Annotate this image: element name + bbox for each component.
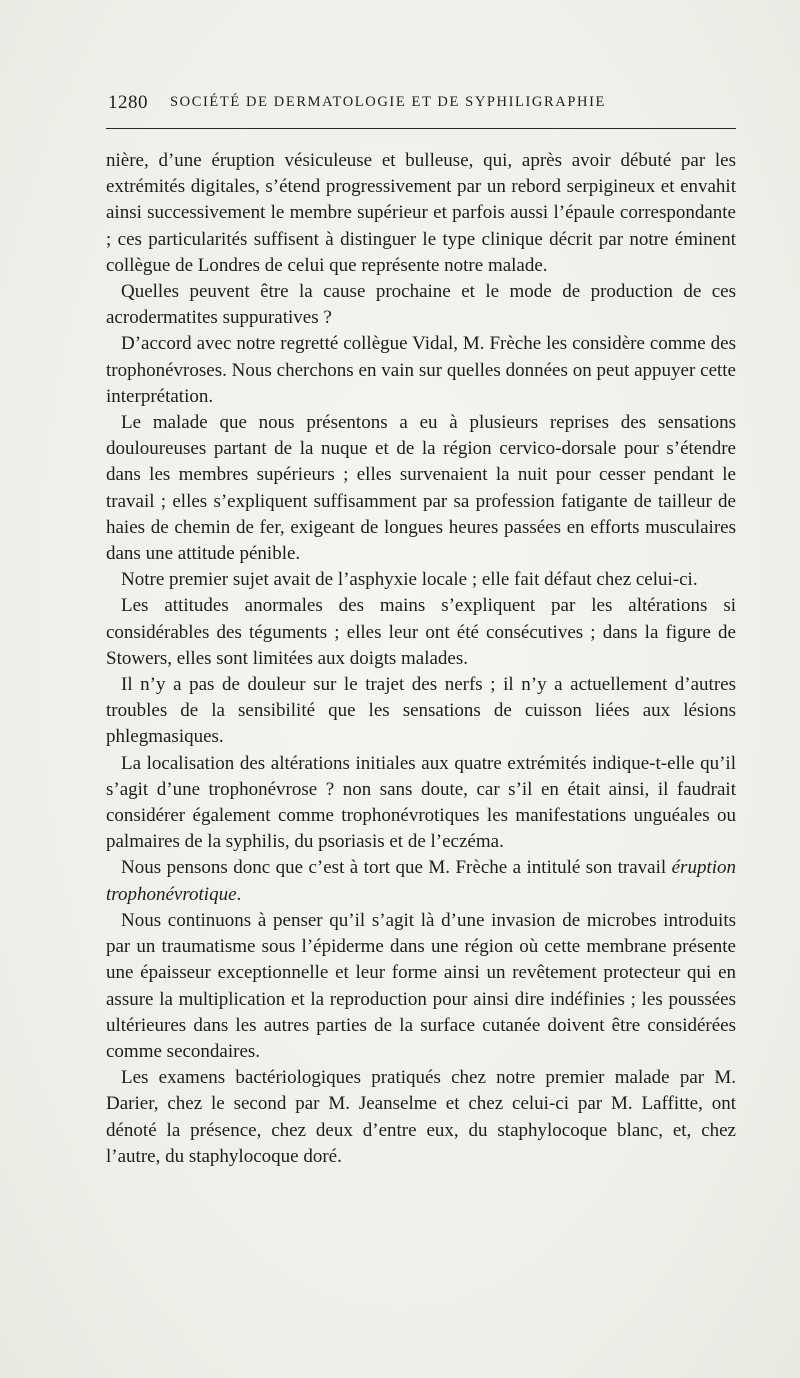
running-head: SOCIÉTÉ DE DERMATOLOGIE ET DE SYPHILIGRAPHIE bbox=[170, 94, 606, 110]
paragraph-4: Le malade que nous présentons a eu à plusieurs reprises des sensations douloureuses partant de la nuque et de la région cervico-dorsale pour s’étendre dans les membres supérieurs ; elles survenaient la nuit pour cesser pendant le travail ; elles s’expliquent suffisamment par sa profession fatigante de tailleur de haies de chemin de fer, exigeant de longues heures passées en efforts musculaires dans une attitude pénible. bbox=[106, 412, 736, 565]
paragraph-11: Les examens bactériologiques pratiqués chez notre premier malade par M. Darier, chez le second par M. Jeanselme et chez celui-ci par M. Laffitte, ont dénoté la présence, chez deux d’entre eux, du staphylocoque blanc, et, chez l’autre, du staphylocoque doré. bbox=[106, 1067, 736, 1167]
paragraph-1: nière, d’une éruption vésiculeuse et bulleuse, qui, après avoir débuté par les extrémités digitales, s’étend progressivement par un rebord serpigineux et envahit ainsi successivement le membre supérieur et parfois aussi l’épaule correspondante ; ces particularités suffisent à distinguer le type clinique décrit par notre éminent collègue de Londres de celui que représente notre malade. bbox=[106, 150, 736, 276]
header-rule bbox=[106, 128, 736, 129]
page-header bbox=[108, 92, 738, 120]
paragraph-7: Il n’y a pas de douleur sur le trajet des nerfs ; il n’y a actuellement d’autres troubles de la sensibilité que les sensations de cuisson liées aux lésions phlegmasiques. bbox=[106, 674, 736, 748]
paragraph-10: Nous continuons à penser qu’il s’agit là d’une invasion de microbes introduits par un traumatisme sous l’épiderme dans une région où cette membrane présente une épaisseur exceptionnelle et leur forme ainsi un revêtement protecteur qui en assure la multiplication et la reproduction pour ainsi dire indéfinies ; les poussées ultérieures dans les autres parties de la surface cutanée doivent être considérées comme secondaires. bbox=[106, 909, 736, 1062]
paragraph-9-text: Nous pensons donc que c’est à tort que M. Frèche a intitulé son travail bbox=[121, 857, 667, 879]
paragraph-2: Quelles peuvent être la cause prochaine et le mode de production de ces acrodermatites suppuratives ? bbox=[106, 281, 736, 329]
page-number: 1280 bbox=[108, 92, 148, 113]
paragraph-5: Notre premier sujet avait de l’asphyxie locale ; elle fait défaut chez celui-ci. bbox=[121, 569, 698, 591]
paragraph-6: Les attitudes anormales des mains s’expliquent par les altérations si considérables des téguments ; elles leur ont été consécutives ; dans la figure de Stowers, elles sont limitées aux doigts malades. bbox=[106, 595, 736, 669]
italic-title: éruption trophonévrotique bbox=[106, 857, 737, 905]
paragraph-3: D’accord avec notre regretté collègue Vidal, M. Frèche les considère comme des trophonévroses. Nous cherchons en vain sur quelles données on peut appuyer cette interprétation. bbox=[106, 333, 736, 407]
body-text bbox=[106, 148, 736, 1170]
paragraph-9 bbox=[106, 855, 736, 907]
paragraph-9-end: . bbox=[236, 883, 242, 905]
paragraph-8: La localisation des altérations initiales aux quatre extrémités indique-t-elle qu’il s’agit d’une trophonévrose ? non sans doute, car s’il en était ainsi, il faudrait considérer également comme trophonévrotiques les manifestations unguéales ou palmaires de la syphilis, du psoriasis et de l’eczéma. bbox=[106, 752, 736, 853]
